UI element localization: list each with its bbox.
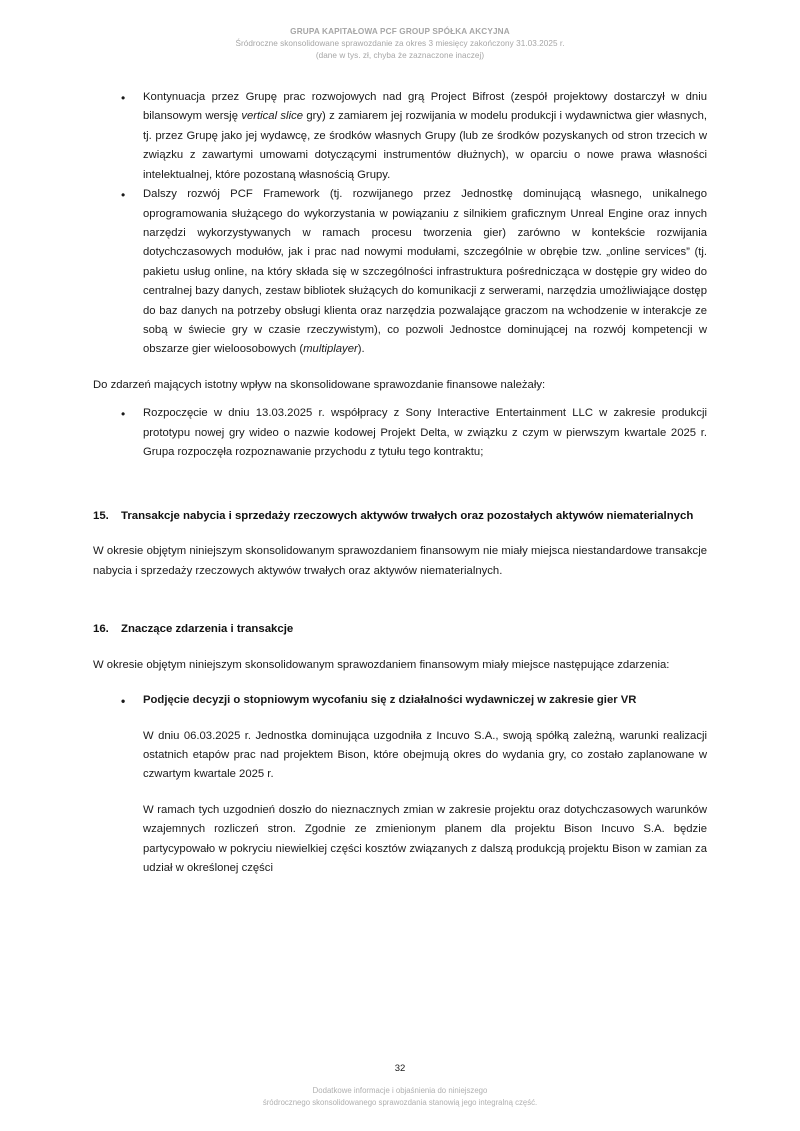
section-15-paragraph: W okresie objętym niniejszym skonsolidowanym sprawozdaniem finansowym nie miały miejsca niestandardowe transakcje nabycia i sprzedaży rzeczowych aktywów trwałych oraz aktywów niematerialnych. bbox=[93, 545, 707, 577]
section-16-number: 16. bbox=[93, 623, 109, 636]
list-item: • Rozpoczęcie w dniu 13.03.2025 r. współpracy z Sony Interactive Entertainment LLC w zakresie produkcji prototypu nowej gry wideo o nazwie kodowej Projekt Delta, w związku z czym w pierwszym kwartale 2025 r. Grupa rozpoczęła rozpoznawanie przychodu z tytułu tego kontraktu; bbox=[93, 404, 707, 462]
document-footer bbox=[0, 1085, 800, 1109]
events-intro-paragraph: Do zdarzeń mających istotny wpływ na skonsolidowane sprawozdanie finansowe należały: bbox=[93, 378, 546, 391]
bullet-2-text-part2: ). bbox=[357, 343, 365, 356]
header-company-name: GRUPA KAPITAŁOWA PCF GROUP SPÓŁKA AKCYJNA bbox=[290, 27, 510, 36]
section-16-paragraph: W okresie objętym niniejszym skonsolidowanym sprawozdaniem finansowym miały miejsce następujące zdarzenia: bbox=[93, 658, 670, 671]
section-16-sub-paragraph-1: W dniu 06.03.2025 r. Jednostka dominująca uzgodniła z Incuvo S.A., swoją spółką zależną, warunki realizacji ostatnich etapów prac nad projektem Bison, które obejmują okres do wydania gry, co zostało zaplanowane w czwartym kwartale 2025 r. bbox=[143, 729, 707, 781]
section-16-title: Znaczące zdarzenia i transakcje bbox=[121, 623, 294, 636]
document-header bbox=[0, 26, 800, 62]
header-report-period: Śródroczne skonsolidowane sprawozdanie za okres 3 miesięcy zakończony 31.03.2025 r. bbox=[235, 38, 565, 48]
list-item bbox=[93, 88, 707, 185]
events-bullet-list bbox=[93, 404, 707, 462]
activities-bullet-list bbox=[93, 88, 707, 360]
bullet-1-italic-term: vertical slice bbox=[241, 110, 304, 123]
section-15-number: 15. bbox=[93, 509, 109, 522]
bullet-2-text-part1: Dalszy rozwój PCF Framework (tj. rozwijanego przez Jednostkę dominującą własnego, unikalnego oprogramowania służącego do wykorzystania w powiązaniu z silnikiem graficznym Unreal Engine oraz innych narzędzi wykorzystywanych w ramach procesu tworzenia gier) zarówno w kontekście rozwijania dotychczasowych modułów, jak i prac nad nowymi modułami, szczególnie w obrębie tzw. „online services” (tj. pakietu usług online, na który składa się w szczególności infrastruktura pośrednicząca w dostępie gry wideo do centralnej bazy danych, zestaw bibliotek służących do komunikacji z serwerami, narzędzia umożliwiające dostęp do baz danych na potrzeby obsługi klienta oraz narzędzia pozwalające graczom na wchodzenie w interakcje ze sobą w świecie gry w czasie rzeczywistym), co pozwoli Jednostce dominującej na rozwój kompetencji w obszarze gier wieloosobowych ( bbox=[143, 188, 707, 356]
page-number: 32 bbox=[394, 1063, 406, 1074]
section-16-bullet-list bbox=[93, 691, 707, 710]
header-units-note: (dane w tys. zł, chyba że zaznaczone inaczej) bbox=[315, 50, 485, 60]
section-heading-15 bbox=[93, 507, 707, 527]
footer-line-2: śródrocznego skonsolidowanego sprawozdania stanowią jego integralną część. bbox=[262, 1098, 538, 1108]
bullet-1-text-part1: Kontynuacja przez Grupę prac rozwojowych nad grą Project Bifrost (zespół projektowy dostarczył w dniu bilansowym wersję bbox=[143, 91, 707, 123]
footer-line-1: Dodatkowe informacje i objaśnienia do niniejszego bbox=[312, 1086, 488, 1095]
list-item: • Podjęcie decyzji o stopniowym wycofaniu się z działalności wydawniczej w zakresie gier VR bbox=[93, 691, 707, 710]
section-15-title: Transakcje nabycia i sprzedaży rzeczowych aktywów trwałych oraz pozostałych aktywów niematerialnych bbox=[121, 509, 694, 522]
section-16-sub-paragraph-2: W ramach tych uzgodnień doszło do nieznacznych zmian w zakresie projektu oraz dotychczasowych warunków wzajemnych rozliczeń stron. Zgodnie ze zmienionym planem dla projektu Bison Incuvo S.A. będzie partycypowało w pokryciu niewielkiej części kosztów związanych z dalszą produkcją projektu Bison w zamian za udział w określonej części bbox=[143, 803, 707, 875]
list-item bbox=[93, 185, 707, 360]
bullet-1-text-part2: gry) z zamiarem jej rozwijania w modelu produkcji i wydawnictwa gier własnych, tj. przez Grupę jako jej wydawcę, ze środków własnych Grupy (lub ze środków pozyskanych od stron trzecich w związku z zawartymi umowami dotyczącymi instrumentów dłużnych), w oparciu o nowe prawa własności intelektualnej, które pozostaną własnością Grupy. bbox=[143, 110, 707, 181]
bullet-2-italic-term: multiplayer bbox=[303, 343, 358, 356]
section-heading-16 bbox=[93, 620, 707, 640]
document-body bbox=[93, 88, 707, 878]
